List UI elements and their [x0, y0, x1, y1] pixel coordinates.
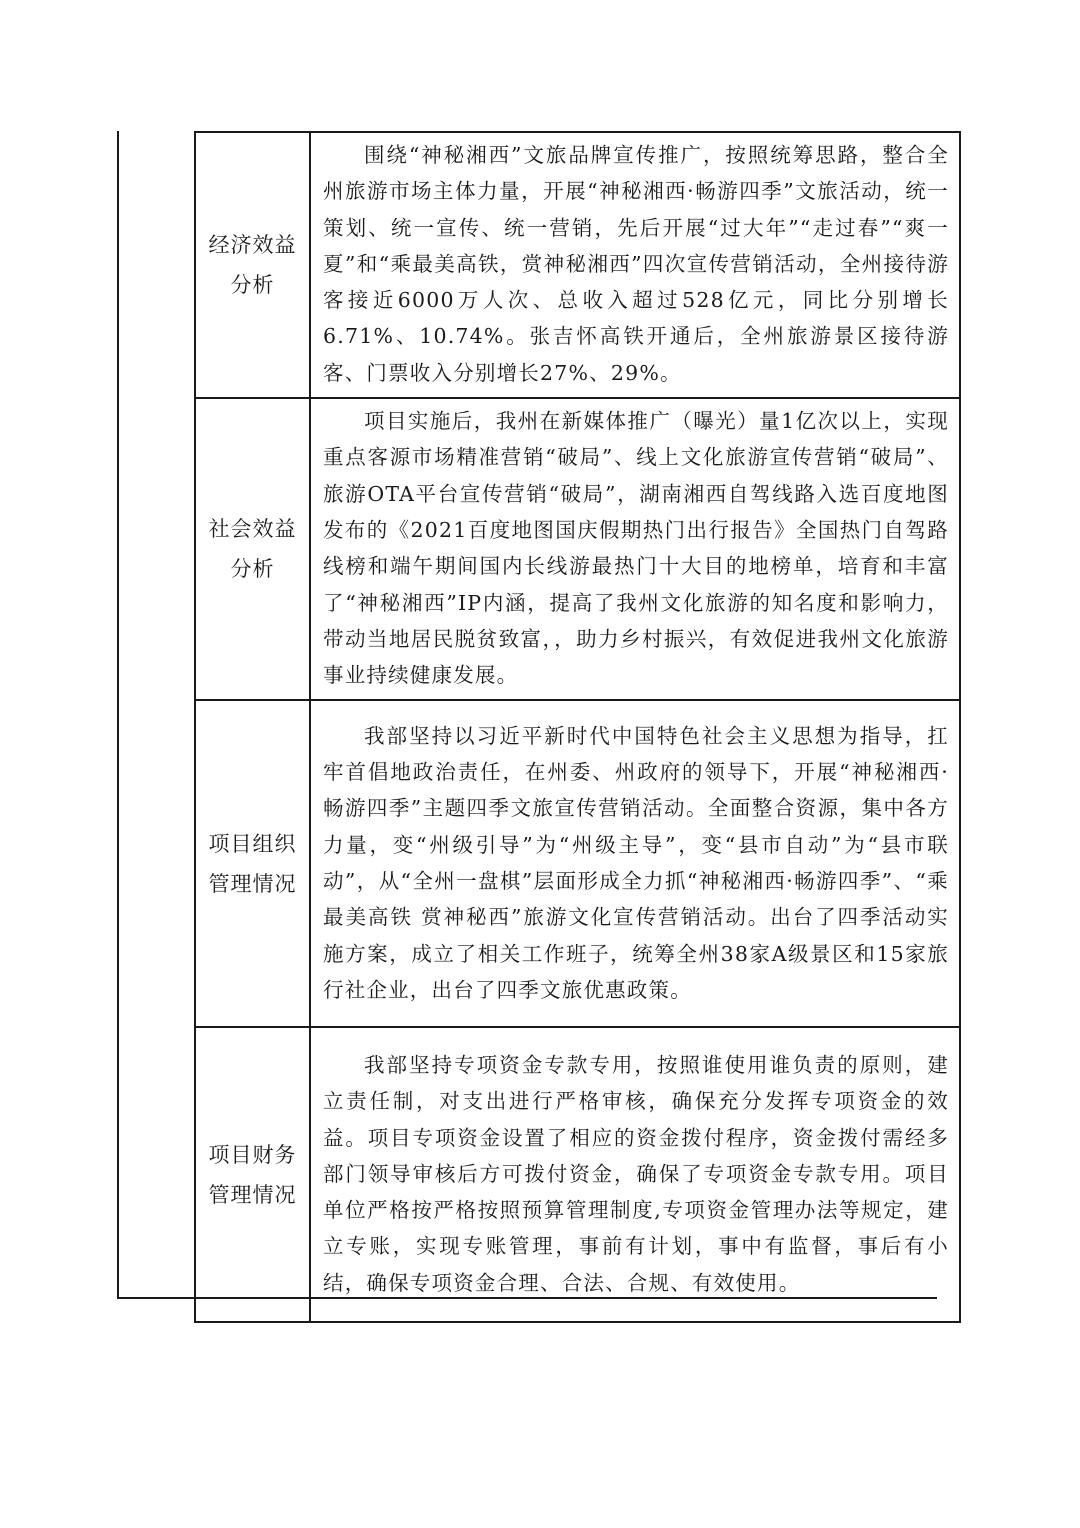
- row-label-line: 分析: [230, 273, 275, 298]
- row-content-social-benefit: [310, 398, 960, 700]
- row-label-line: 项目组织: [208, 831, 297, 856]
- table-row-project-finance: [195, 1027, 960, 1322]
- row-content-project-finance: [310, 1027, 960, 1322]
- table-row-social-benefit: [195, 398, 960, 700]
- row-label-line: 项目财务: [208, 1142, 297, 1167]
- evaluation-table: [117, 131, 949, 1299]
- table-row-economic-benefit: [195, 132, 960, 398]
- row-label-line: 分析: [230, 557, 275, 582]
- row-label-line: 社会效益: [208, 517, 297, 542]
- row-label-line: 管理情况: [208, 871, 297, 896]
- evaluation-detail-table: [194, 131, 961, 1323]
- row-label-project-organization: [195, 700, 310, 1027]
- row-label-line: 经济效益: [208, 233, 297, 258]
- row-content-text: 我部坚持以习近平新时代中国特色社会主义思想为指导，扛牢首倡地政治责任，在州委、州政府的领导下，开展“神秘湘西·畅游四季”主题四季文旅宣传营销活动。全面整合资源，集中各方力量，变“州级引导”为“州级主导”，变“县市自动”为“县市联动”，从“全州一盘棋”层面形成全力抓“神秘湘西·畅游四季”、“乘最美高铁 赏神秘西”旅游文化宣传营销活动。出台了四季活动实施方案，成立了相关工作班子，统筹全州38家A级景区和15家旅行社企业，出台了四季文旅优惠政策。: [323, 723, 949, 1002]
- row-label-project-finance: [195, 1027, 310, 1322]
- row-label-economic-benefit: [195, 132, 310, 398]
- table-row-project-organization: [195, 700, 960, 1027]
- table-left-border: [117, 131, 119, 1299]
- row-content-text: 围绕“神秘湘西”文旅品牌宣传推广，按照统筹思路，整合全州旅游市场主体力量，开展“神秘湘西·畅游四季”文旅活动，统一策划、统一宣传、统一营销，先后开展“过大年”“走过春”“爽一夏”和“乘最美高铁，赏神秘湘西”四次宣传营销活动，全州接待游客接近6000万人次、总收入超过528亿元，同比分别增长6.71%、10.74%。张吉怀高铁开通后，全州旅游景区接待游客、门票收入分别增长27%、29%。: [323, 143, 949, 385]
- row-content-text: 我部坚持专项资金专款专用，按照谁使用谁负责的原则，建立责任制，对支出进行严格审核，确保充分发挥专项资金的效益。项目专项资金设置了相应的资金拨付程序，资金拨付需经多部门领导审核后方可拨付资金，确保了专项资金专款专用。项目单位严格按严格按照预算管理制度,专项资金管理办法等规定，建立专账，实现专账管理，事前有计划，事中有监督，事后有小结，确保专项资金合理、合法、合规、有效使用。: [323, 1052, 949, 1295]
- row-content-economic-benefit: [310, 132, 960, 398]
- row-label-line: 管理情况: [208, 1182, 297, 1207]
- row-content-text: 项目实施后，我州在新媒体推广（曝光）量1亿次以上，实现重点客源市场精准营销“破局”、线上文化旅游宣传营销“破局”、旅游OTA平台宣传营销“破局”，湖南湘西自驾线路入选百度地图发布的《2021百度地图国庆假期热门出行报告》全国热门自驾路线榜和端午期间国内长线游最热门十大目的地榜单，培育和丰富了“神秘湘西”IP内涵，提高了我州文化旅游的知名度和影响力，带动当地居民脱贫致富，，助力乡村振兴，有效促进我州文化旅游事业持续健康发展。: [323, 409, 949, 688]
- row-label-social-benefit: [195, 398, 310, 700]
- row-content-project-organization: [310, 700, 960, 1027]
